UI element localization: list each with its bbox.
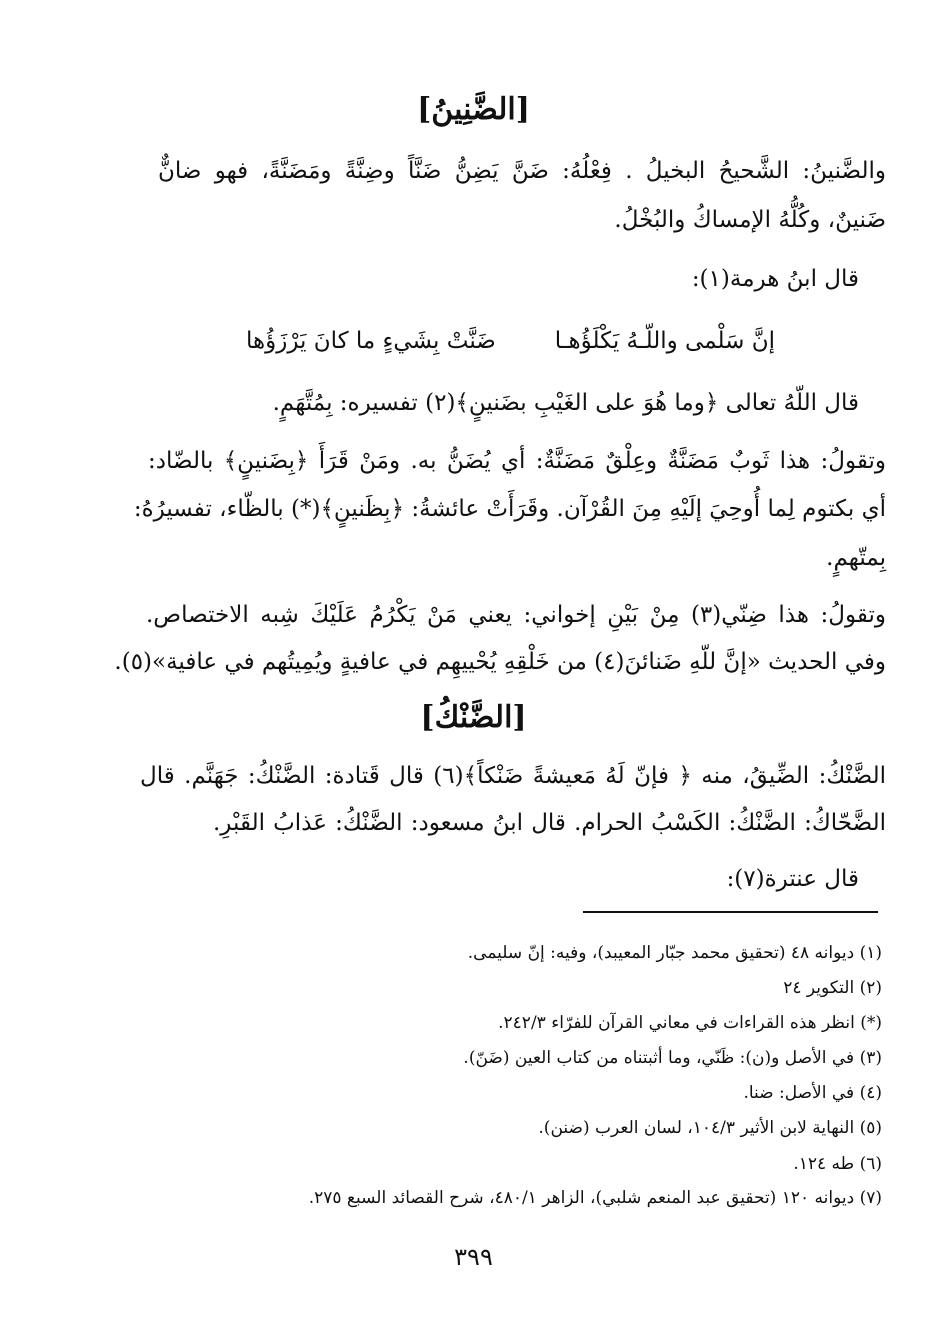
page-number: ٣٩٩ [454,1243,493,1271]
footnote: (٦) طه ١٢٤. [793,1154,882,1174]
quote-intro: قال عنترة(٧): [726,866,859,892]
paragraph-line: والضَّنينُ: الشَّحيحُ البخيلُ . فِعْلُهُ: ضَنَّ يَضِنُّ ضَنَّاً وضِنَّةً ومَضَنَّةً، فهو ضانٌّ [158,158,886,184]
footnote: (٣) في الأصل و(ن): ظَنّي، وما أثبتناه من كتاب العين (ضَنّ). [463,1048,882,1068]
paragraph-line: قال اللّهُ تعالى ﴿وما هُوَ على الغَيْبِ بضَنينٍ﴾(٢) تفسيره: بِمُتَّهَمٍ. [272,390,859,416]
footnote: (٧) ديوانه ١٢٠ (تحقيق عبد المنعم شلبي)، الزاهر ٤٨٠/١، شرح القصائد السبع ٢٧٥. [308,1188,882,1208]
footnote-rule [583,911,878,913]
quote-intro: قال ابنُ هرمة(١): [691,266,859,292]
footnote: (*) انظر هذه القراءات في معاني القرآن للفرّاء ٢٤٢/٣. [498,1013,882,1033]
paragraph-line: الضَّحّاكُ: الضَّنْكُ: الكَسْبُ الحرام. قال ابنُ مسعود: الضَّنْكُ: عَذابُ القَبْرِ. [213,810,886,836]
footnote: (٢) التكوير ٢٤ [783,978,882,998]
paragraph-line: أي بكتوم لِما أُوحِيَ إلَيْهِ مِنَ القُرْآن. وقَرَأَتْ عائشةُ: ﴿بِظَنينٍ﴾(*) بالظّاء، تفسيرُهُ: [133,496,886,522]
footnote: (٥) النهاية لابن الأثير ١٠٤/٣، لسان العرب (ضنن). [538,1118,882,1138]
entry-heading: [الضَّنِينُ] [417,92,530,127]
paragraph-line: وتقولُ: هذا ثَوبٌ مَضَنَّةٌ وعِلْقٌ مَضَنَّةٌ: أي يُضَنُّ به. ومَنْ قَرَأَ ﴿بِضَنينٍ﴾ بالضّاد: [148,448,886,474]
paragraph-line: الضَّنْكُ: الضِّيقُ، منه ﴿ فإنّ لَهُ مَعيشةً ضَنْكاً﴾(٦) قال قَتادة: الضَّنْكُ: جَهَنَّم. قال [140,763,887,789]
paragraph-line: وفي الحديث «إنَّ للّهِ ضَنائنَ(٤) من خَلْقِهِ يُحْييهِم في عافيةٍ ويُمِيتُهم في عافية»(٥). [114,649,886,675]
paragraph-line: وتقولُ: هذا ضِنّي(٣) مِنْ بَيْنِ إخواني: يعني مَنْ يَكْرُمُ عَلَيْكَ شِبه الاختصاص. [146,602,887,628]
paragraph-line: ضَنينٌ، وكُلُّهُ الإمساكُ والبُخْلُ. [614,207,886,233]
verse-hemistich-first: إنَّ سَلْمى واللّـهُ يَكْلَؤُهـا [554,328,775,354]
entry-heading: [الضَّنْكُ] [420,700,527,735]
verse-hemistich-second: ضَنَّتْ بِشَيءٍ ما كانَ يَرْزَؤُها [246,328,496,354]
footnote: (٤) في الأصل: ضنا. [743,1083,882,1103]
footnote: (١) ديوانه ٤٨ (تحقيق محمد جبّار المعيبد)، وفيه: إنّ سليمى. [467,943,882,963]
paragraph-line: بِمتّهمٍ. [826,545,886,571]
